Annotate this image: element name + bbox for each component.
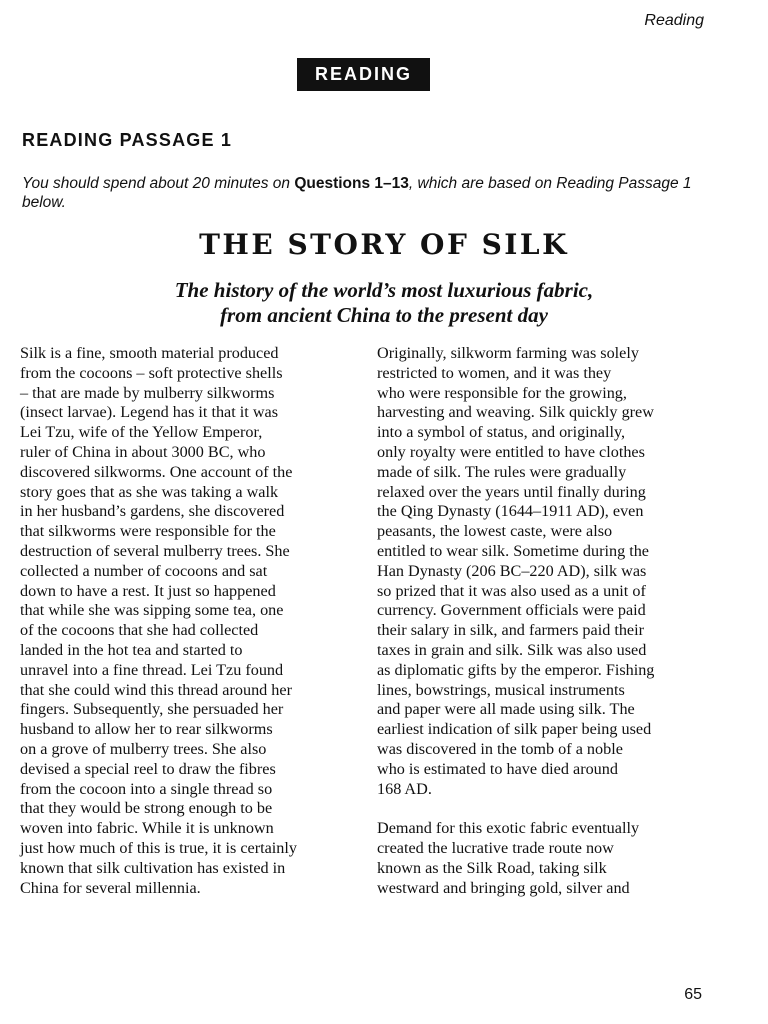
text-line: ruler of China in about 3000 BC, who	[20, 442, 266, 461]
text-line: fingers. Subsequently, she persuaded her	[20, 700, 284, 719]
text-line: taxes in grain and silk. Silk was also used	[377, 640, 647, 659]
text-line: – that are made by mulberry silkworms	[20, 383, 275, 402]
text-line: made of silk. The rules were gradually	[377, 462, 627, 481]
text-line: so prized that it was also used as a unit of	[377, 581, 646, 600]
passage-subtitle	[40, 278, 728, 328]
text-line: westward and bringing gold, silver and	[377, 878, 630, 897]
text-line: restricted to women, and it was they	[377, 363, 612, 382]
text-line: who were responsible for the growing,	[377, 383, 627, 402]
text-line: landed in the hot tea and started to	[20, 640, 243, 659]
instructions	[22, 174, 712, 212]
passage-heading: READING PASSAGE 1	[22, 130, 233, 150]
instructions-questions: Questions 1–13	[294, 175, 409, 192]
text-line: collected a number of cocoons and sat	[20, 561, 268, 580]
text-line: entitled to wear silk. Sometime during the	[377, 541, 649, 560]
paragraph	[377, 819, 711, 898]
text-line: unravel into a fine thread. Lei Tzu found	[20, 660, 284, 679]
subtitle-line: from ancient China to the present day	[220, 303, 548, 327]
text-line: peasants, the lowest caste, were also	[377, 522, 613, 541]
text-line: only royalty were entitled to have clothes	[377, 442, 645, 461]
text-line: husband to allow her to rear silkworms	[20, 720, 273, 739]
text-line: that they would be strong enough to be	[20, 799, 273, 818]
right-column	[377, 344, 711, 898]
paragraph-gap	[377, 799, 711, 819]
text-line: (insect larvae). Legend has it that it was	[20, 403, 279, 422]
subtitle-line: The history of the world’s most luxurious fabric,	[174, 278, 594, 302]
text-line: into a symbol of status, and originally,	[377, 423, 626, 442]
text-line: Silk is a fine, smooth material produced	[20, 344, 279, 362]
text-line: earliest indication of silk paper being used	[377, 720, 652, 739]
text-line: on a grove of mulberry trees. She also	[20, 739, 267, 758]
text-line: known that silk cultivation has existed in	[20, 858, 286, 877]
text-line: that while she was sipping some tea, one	[20, 601, 284, 620]
text-line: as diplomatic gifts by the emperor. Fishing	[377, 660, 655, 679]
left-column	[20, 344, 360, 898]
text-line: devised a special reel to draw the fibres	[20, 759, 276, 778]
text-line: created the lucrative trade route now	[377, 838, 614, 857]
text-line: from the cocoons – soft protective shells	[20, 363, 283, 382]
text-line: story goes that as she was taking a walk	[20, 482, 279, 501]
page-number: 65	[684, 986, 702, 1003]
text-line: destruction of several mulberry trees. She	[20, 541, 290, 560]
text-line: Lei Tzu, wife of the Yellow Emperor,	[20, 423, 263, 442]
paragraph	[377, 344, 711, 799]
text-line: just how much of this is true, it is certainly	[20, 838, 297, 857]
instructions-text: You should spend about 20 minutes on	[22, 175, 295, 192]
text-line: currency. Government officials were paid	[377, 601, 646, 620]
passage-title: THE STORY OF SILK	[199, 228, 569, 261]
text-line: 168 AD.	[377, 779, 432, 798]
text-line: woven into fabric. While it is unknown	[20, 819, 274, 838]
text-line: known as the Silk Road, taking silk	[377, 858, 607, 877]
text-line: harvesting and weaving. Silk quickly grew	[377, 403, 654, 422]
text-line: the Qing Dynasty (1644–1911 AD), even	[377, 502, 644, 521]
text-line: their salary in silk, and farmers paid their	[377, 621, 645, 640]
text-line: down to have a rest. It just so happened	[20, 581, 276, 600]
text-line: in her husband’s gardens, she discovered	[20, 502, 285, 521]
text-line: relaxed over the years until finally during	[377, 482, 646, 501]
text-line: and paper were all made using silk. The	[377, 700, 635, 719]
text-line: lines, bowstrings, musical instruments	[377, 680, 625, 699]
text-line: from the cocoon into a single thread so	[20, 779, 273, 798]
text-line: who is estimated to have died around	[377, 759, 618, 778]
text-line: that she could wind this thread around her	[20, 680, 292, 699]
text-line: Demand for this exotic fabric eventually	[377, 819, 640, 838]
text-line: that silkworms were responsible for the	[20, 522, 276, 541]
text-line: of the cocoons that she had collected	[20, 621, 259, 640]
text-line: Originally, silkworm farming was solely	[377, 344, 639, 362]
running-head: Reading	[644, 12, 704, 29]
instructions-text-end: , which are based on Reading Passage 1 below.	[22, 175, 692, 211]
section-badge: READING	[297, 58, 430, 91]
text-line: discovered silkworms. One account of the	[20, 462, 293, 481]
text-line: China for several millennia.	[20, 878, 201, 897]
text-line: Han Dynasty (206 BC–220 AD), silk was	[377, 561, 647, 580]
text-line: was discovered in the tomb of a noble	[377, 739, 623, 758]
